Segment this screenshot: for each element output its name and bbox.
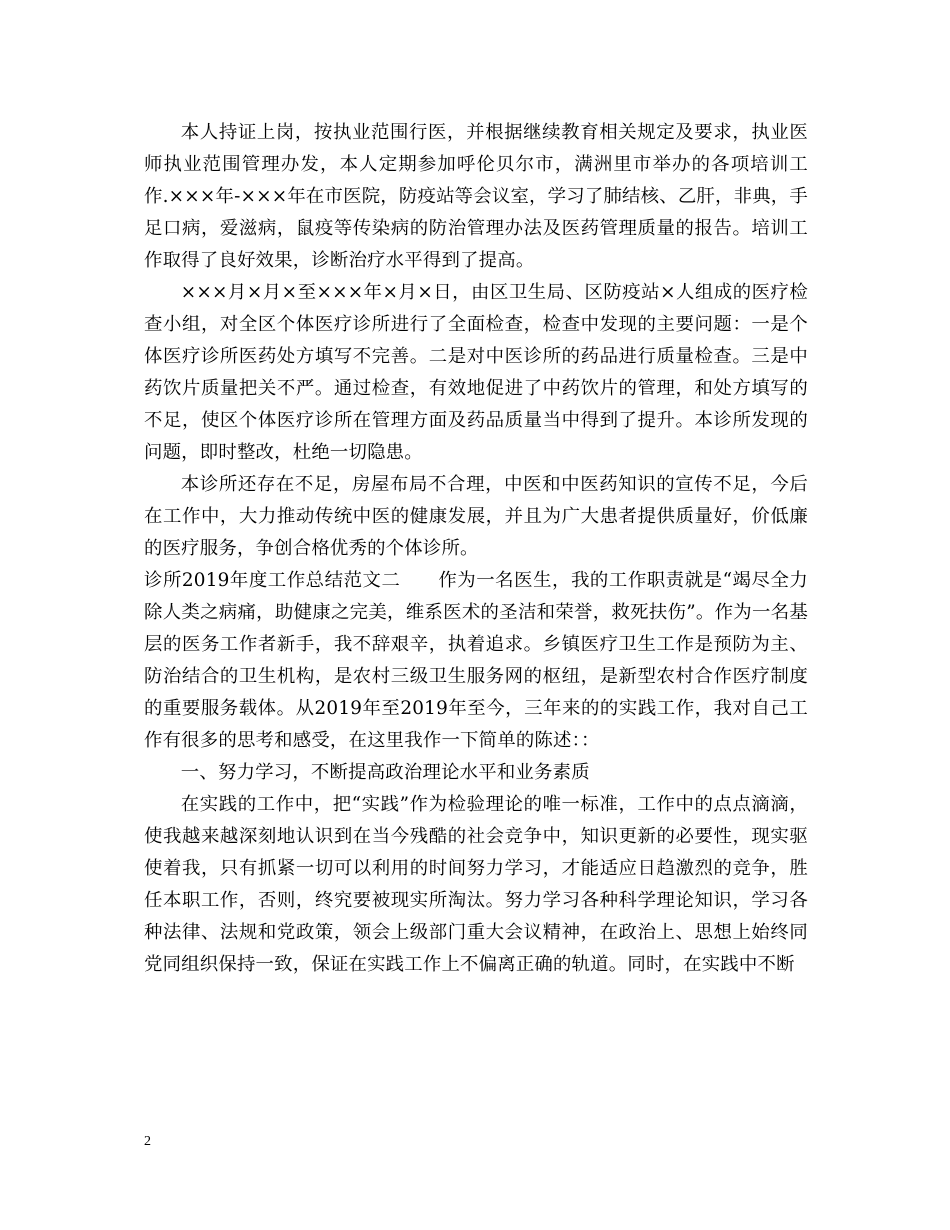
page-number: 2 — [144, 1134, 151, 1149]
paragraph-training: 本人持证上岗，按执业范围行医，并根据继续教育相关规定及要求，执业医师执业范围管理办发，本人定期参加呼伦贝尔市，满洲里市举办的各项培训工作.×××年-×××年在市医院，防疫站等会议室，学习了肺结核、乙肝，非典，手足口病，爱滋病，鼠疫等传染病的防治管理办法及医药管理质量的报告。培训工作取得了良好效果，诊断治疗水平得到了提高。 — [144, 122, 808, 271]
document-body — [144, 117, 808, 981]
paragraph-practice: 在实践的工作中，把“实践”作为检验理论的唯一标准，工作中的点点滴滴，使我越来越深刻地认识到在当今残酷的社会竞争中，知识更新的必要性，现实驱使着我，只有抓紧一切可以利用的时间努力学习，才能适应日趋激烈的竞争，胜任本职工作，否则，终究要被现实所淘汰。努力学习各种科学理论知识，学习各种法律、法规和党政策，领会上级部门重大会议精神，在政治上、思想上始终同党同组织保持一致，保证在实践工作上不偏离正确的轨道。同时，在实践中不断 — [144, 794, 808, 975]
paragraph-inspection: ×××月×月×至×××年×月×日，由区卫生局、区防疫站×人组成的医疗检查小组，对全区个体医疗诊所进行了全面检查，检查中发现的主要问题：一是个体医疗诊所医药处方填写不完善。二是对中医诊所的药品进行质量检查。三是中药饮片质量把关不严。通过检查，有效地促进了中药饮片的管理，和处方填写的不足，使区个体医疗诊所在管理方面及药品质量当中得到了提升。本诊所发现的问题，即时整改，杜绝一切隐患。 — [144, 282, 808, 463]
paragraph-sample-two: 诊所2019年度工作总结范文二 作为一名医生，我的工作职责就是“竭尽全力除人类之病痛，助健康之完美，维系医术的圣洁和荣誉，救死扶伤”。作为一名基层的医务工作者新手，我不辞艰辛，执着追求。乡镇医疗卫生工作是预防为主、防治结合的卫生机构，是农村三级卫生服务网的枢纽，是新型农村合作医疗制度的重要服务载体。从2019年至2019年至今，三年来的的实践工作，我对自己工作有很多的思考和感受，在这里我作一下简单的陈述：： — [144, 570, 808, 751]
section-heading-study: 一、努力学习，不断提高政治理论水平和业务素质 — [180, 762, 590, 783]
paragraph-shortcomings: 本诊所还存在不足，房屋布局不合理，中医和中医药知识的宣传不足，今后在工作中，大力推动传统中医的健康发展，并且为广大患者提供质量好，价低廉的医疗服务，争创合格优秀的个体诊所。 — [144, 474, 808, 559]
